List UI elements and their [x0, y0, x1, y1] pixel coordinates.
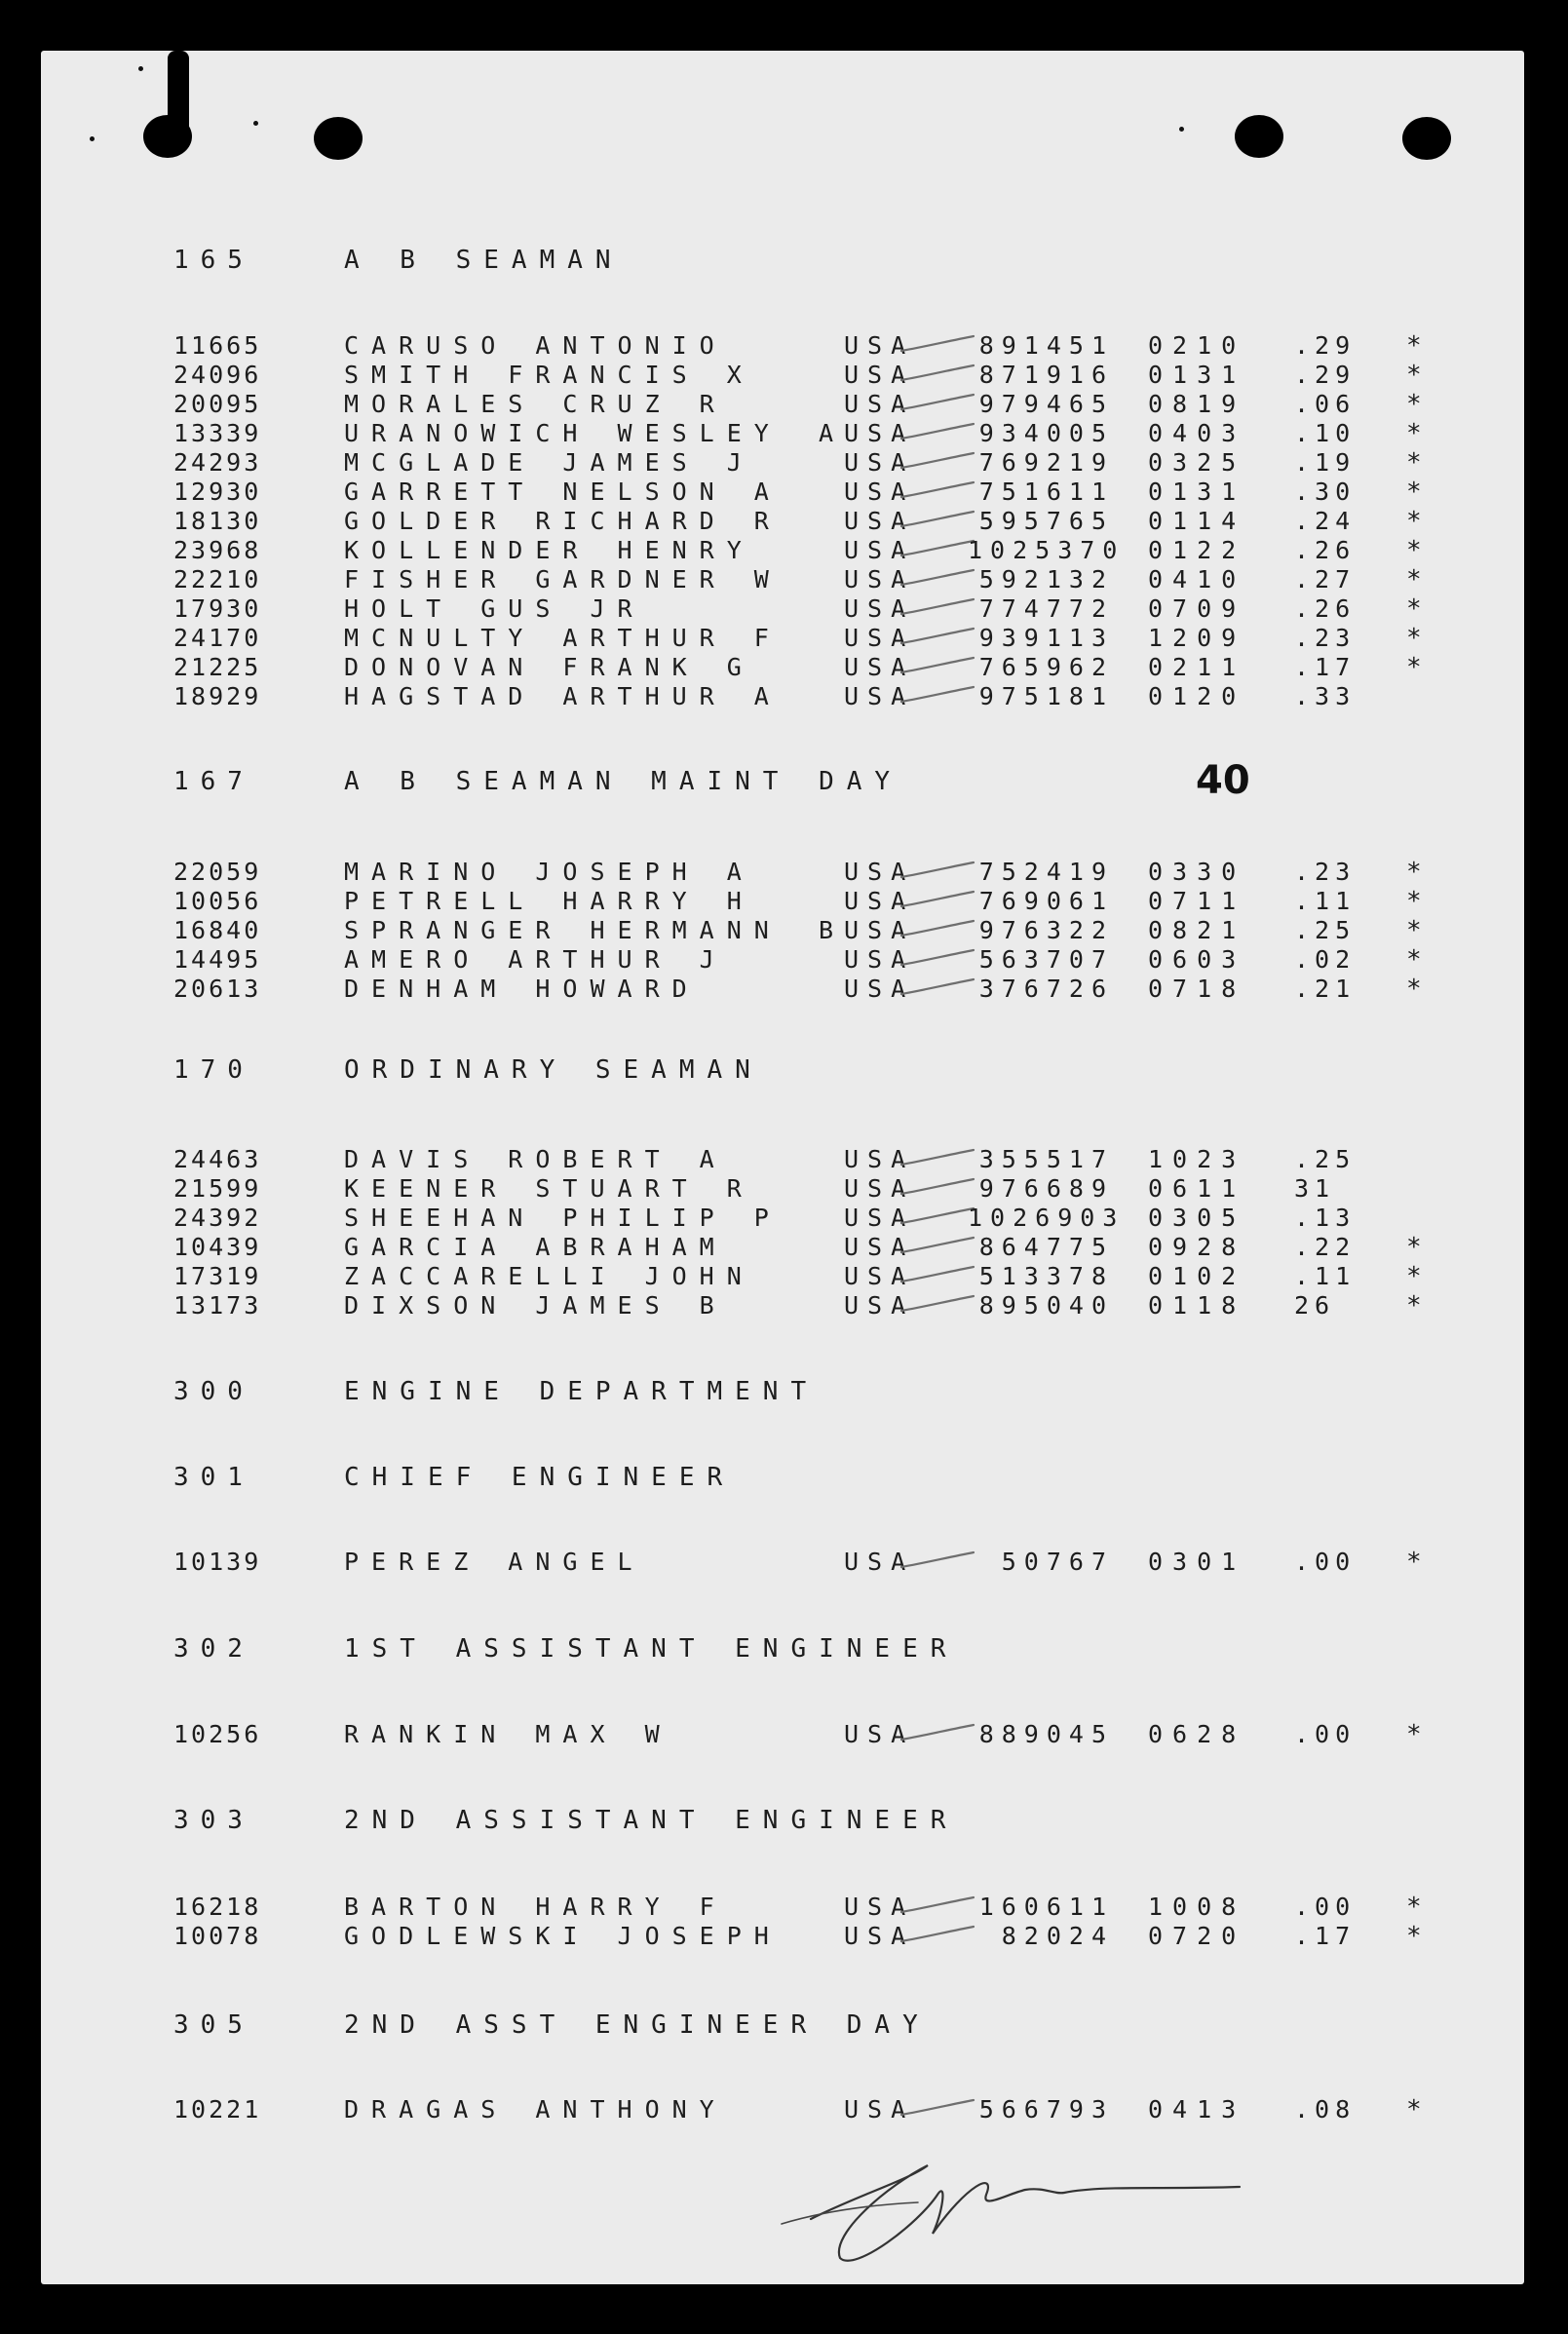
z-number: 895040	[978, 1291, 1114, 1320]
check-mark	[899, 860, 977, 883]
crew-row	[173, 975, 1470, 1004]
asterisk-mark: *	[1406, 2095, 1425, 2124]
crew-prefix: B	[818, 916, 836, 944]
rate-value: .27	[1294, 565, 1357, 593]
date-code: 0711	[1148, 887, 1246, 915]
date-code: 0603	[1148, 945, 1246, 974]
citizenship: USA	[844, 1204, 915, 1232]
section-title: A B SEAMAN	[344, 246, 624, 275]
crew-name: BARTON HARRY F	[344, 1893, 727, 1921]
citizenship: USA	[844, 1262, 915, 1290]
punch-hole	[1402, 117, 1451, 160]
citizenship: USA	[844, 1233, 915, 1261]
check-mark	[899, 1176, 977, 1200]
rate-value: .08	[1294, 2095, 1357, 2124]
date-code: 0928	[1148, 1233, 1246, 1261]
date-code: 0611	[1148, 1174, 1246, 1203]
date-code: 0131	[1148, 478, 1246, 506]
date-code: 0821	[1148, 916, 1246, 944]
crew-name: MCNULTY ARTHUR F	[344, 624, 782, 652]
check-mark	[899, 421, 977, 444]
crew-row	[173, 507, 1470, 536]
asterisk-mark: *	[1406, 1262, 1425, 1291]
asterisk-mark: *	[1406, 1893, 1425, 1922]
check-mark	[899, 1293, 977, 1317]
crew-row	[173, 390, 1470, 419]
check-mark	[899, 918, 977, 941]
crew-row	[173, 1922, 1470, 1951]
crew-name: KEENER STUART R	[344, 1174, 754, 1203]
date-code: 1209	[1148, 624, 1246, 652]
z-number: 513378	[978, 1262, 1114, 1290]
asterisk-mark: *	[1406, 1720, 1425, 1749]
citizenship: USA	[844, 565, 915, 593]
z-number: 889045	[978, 1720, 1114, 1748]
rate-value: .10	[1294, 419, 1357, 447]
asterisk-mark: *	[1406, 390, 1425, 419]
crew-name: PEREZ ANGEL	[344, 1548, 645, 1576]
asterisk-mark: *	[1406, 1922, 1425, 1951]
crew-id: 18929	[173, 682, 262, 710]
crew-row	[173, 1548, 1470, 1577]
speck	[253, 121, 258, 126]
z-number: 1025370	[968, 536, 1126, 564]
crew-name: URANOWICH WESLEY	[344, 419, 782, 447]
crew-id: 16840	[173, 916, 262, 944]
section-title: CHIEF ENGINEER	[344, 1463, 736, 1492]
crew-id: 22059	[173, 858, 262, 886]
date-code: 0709	[1148, 594, 1246, 623]
citizenship: USA	[844, 1174, 915, 1203]
citizenship: USA	[844, 331, 915, 360]
check-mark	[899, 479, 977, 503]
asterisk-mark: *	[1406, 887, 1425, 916]
rate-value: .13	[1294, 1204, 1357, 1232]
section-code: 303	[173, 1806, 254, 1835]
check-mark	[899, 976, 977, 1000]
crew-name: DENHAM HOWARD	[344, 975, 700, 1003]
z-number: 592132	[978, 565, 1114, 593]
section-code: 170	[173, 1055, 254, 1085]
crew-row	[173, 1720, 1470, 1749]
crew-row	[173, 448, 1470, 478]
z-number: 975181	[978, 682, 1114, 710]
check-mark	[899, 655, 977, 678]
rate-value: .17	[1294, 1922, 1357, 1950]
rate-value: .21	[1294, 975, 1357, 1003]
crew-name: GODLEWSKI JOSEPH	[344, 1922, 782, 1950]
citizenship: USA	[844, 361, 915, 389]
section-code: 165	[173, 246, 254, 275]
rate-value: .00	[1294, 1720, 1357, 1748]
asterisk-mark: *	[1406, 916, 1425, 945]
speck	[138, 66, 143, 71]
crew-name: FISHER GARDNER W	[344, 565, 782, 593]
rate-value: .11	[1294, 887, 1357, 915]
crew-id: 24096	[173, 361, 262, 389]
z-number: 566793	[978, 2095, 1114, 2124]
crew-id: 12930	[173, 478, 262, 506]
citizenship: USA	[844, 1893, 915, 1921]
date-code: 0413	[1148, 2095, 1246, 2124]
date-code: 0114	[1148, 507, 1246, 535]
crew-row	[173, 858, 1470, 887]
crew-id: 14495	[173, 945, 262, 974]
section-title: 1ST ASSISTANT ENGINEER	[344, 1634, 959, 1664]
citizenship: USA	[844, 945, 915, 974]
check-mark	[899, 392, 977, 415]
z-number: 160611	[978, 1893, 1114, 1921]
crew-id: 24392	[173, 1204, 262, 1232]
date-code: 0403	[1148, 419, 1246, 447]
crew-id: 10056	[173, 887, 262, 915]
citizenship: USA	[844, 594, 915, 623]
asterisk-mark: *	[1406, 653, 1425, 682]
crew-id: 21225	[173, 653, 262, 681]
check-mark	[899, 567, 977, 591]
check-mark	[899, 1722, 977, 1745]
rate-value: .24	[1294, 507, 1357, 535]
crew-name: DONOVAN FRANK G	[344, 653, 754, 681]
z-number: 774772	[978, 594, 1114, 623]
citizenship: USA	[844, 1922, 915, 1950]
citizenship: USA	[844, 390, 915, 418]
crew-id: 17319	[173, 1262, 262, 1290]
z-number: 376726	[978, 975, 1114, 1003]
citizenship: USA	[844, 624, 915, 652]
crew-name: HAGSTAD ARTHUR A	[344, 682, 782, 710]
punch-hole	[314, 117, 363, 160]
crew-name: KOLLENDER HENRY	[344, 536, 754, 564]
crew-row	[173, 2095, 1470, 2124]
section-title: A B SEAMAN MAINT DAY	[344, 767, 903, 796]
rate-value: .17	[1294, 653, 1357, 681]
check-mark	[899, 538, 977, 561]
crew-id: 17930	[173, 594, 262, 623]
z-number: 765962	[978, 653, 1114, 681]
z-number: 769219	[978, 448, 1114, 477]
asterisk-mark: *	[1406, 331, 1425, 361]
date-code: 0628	[1148, 1720, 1246, 1748]
rate-value: .26	[1294, 536, 1357, 564]
crew-id: 24293	[173, 448, 262, 477]
z-number: 82024	[1001, 1922, 1114, 1950]
check-mark	[899, 333, 977, 357]
section-title: ENGINE DEPARTMENT	[344, 1377, 820, 1406]
crew-prefix: A	[818, 419, 836, 447]
crew-id: 20095	[173, 390, 262, 418]
asterisk-mark: *	[1406, 624, 1425, 653]
z-number: 871916	[978, 361, 1114, 389]
rate-value: .29	[1294, 331, 1357, 360]
crew-row	[173, 1233, 1470, 1262]
crew-row	[173, 419, 1470, 448]
z-number: 355517	[978, 1145, 1114, 1173]
asterisk-mark: *	[1406, 507, 1425, 536]
section-code: 301	[173, 1463, 254, 1492]
crew-id: 22210	[173, 565, 262, 593]
crew-name: SPRANGER HERMANN	[344, 916, 782, 944]
rate-value: .02	[1294, 945, 1357, 974]
signature	[772, 2126, 1279, 2282]
z-number: 891451	[978, 331, 1114, 360]
asterisk-mark: *	[1406, 1233, 1425, 1262]
citizenship: USA	[844, 975, 915, 1003]
crew-name: MCGLADE JAMES J	[344, 448, 754, 477]
rate-value: .22	[1294, 1233, 1357, 1261]
crew-id: 24463	[173, 1145, 262, 1173]
asterisk-mark: *	[1406, 945, 1425, 975]
asterisk-mark: *	[1406, 1548, 1425, 1577]
crew-row	[173, 945, 1470, 975]
crew-id: 10139	[173, 1548, 262, 1576]
crew-id: 18130	[173, 507, 262, 535]
rate-value: .23	[1294, 858, 1357, 886]
crew-id: 11665	[173, 331, 262, 360]
crew-row	[173, 682, 1470, 711]
z-number: 976689	[978, 1174, 1114, 1203]
crew-name: DAVIS ROBERT A	[344, 1145, 727, 1173]
z-number: 939113	[978, 624, 1114, 652]
date-code: 0819	[1148, 390, 1246, 418]
check-mark	[899, 684, 977, 708]
rate-value: .33	[1294, 682, 1357, 710]
citizenship: USA	[844, 1720, 915, 1748]
crew-name: SMITH FRANCIS X	[344, 361, 754, 389]
crew-row	[173, 331, 1470, 361]
crew-row	[173, 478, 1470, 507]
check-mark	[899, 1894, 977, 1918]
citizenship: USA	[844, 653, 915, 681]
rate-value: .25	[1294, 1145, 1357, 1173]
date-code: 0330	[1148, 858, 1246, 886]
asterisk-mark: *	[1406, 858, 1425, 887]
crew-id: 10256	[173, 1720, 262, 1748]
crew-row	[173, 624, 1470, 653]
crew-row	[173, 1174, 1470, 1204]
citizenship: USA	[844, 858, 915, 886]
asterisk-mark: *	[1406, 594, 1425, 624]
date-code: 0720	[1148, 1922, 1246, 1950]
crew-name: GARRETT NELSON A	[344, 478, 782, 506]
rate-value: .00	[1294, 1548, 1357, 1576]
z-number: 563707	[978, 945, 1114, 974]
check-mark	[899, 450, 977, 474]
z-number: 769061	[978, 887, 1114, 915]
asterisk-mark: *	[1406, 1291, 1425, 1320]
z-number: 595765	[978, 507, 1114, 535]
crew-row	[173, 361, 1470, 390]
crew-name: GARCIA ABRAHAM	[344, 1233, 727, 1261]
citizenship: USA	[844, 507, 915, 535]
date-code: 0131	[1148, 361, 1246, 389]
citizenship: USA	[844, 2095, 915, 2124]
check-mark	[899, 626, 977, 649]
section-code: 167	[173, 767, 254, 796]
asterisk-mark: *	[1406, 565, 1425, 594]
date-code: 1008	[1148, 1893, 1246, 1921]
z-number: 50767	[1001, 1548, 1114, 1576]
date-code: 0305	[1148, 1204, 1246, 1232]
crew-id: 13173	[173, 1291, 262, 1320]
rate-value: .25	[1294, 916, 1357, 944]
crew-id: 20613	[173, 975, 262, 1003]
asterisk-mark: *	[1406, 536, 1425, 565]
date-code: 0118	[1148, 1291, 1246, 1320]
check-mark	[899, 1550, 977, 1573]
date-code: 0301	[1148, 1548, 1246, 1576]
date-code: 0210	[1148, 331, 1246, 360]
section-code: 300	[173, 1377, 254, 1406]
date-code: 1023	[1148, 1145, 1246, 1173]
torn-mark	[168, 51, 189, 138]
crew-row	[173, 536, 1470, 565]
z-number: 934005	[978, 419, 1114, 447]
crew-name: AMERO ARTHUR J	[344, 945, 727, 974]
document-page	[41, 51, 1524, 2284]
citizenship: USA	[844, 887, 915, 915]
date-code: 0122	[1148, 536, 1246, 564]
crew-row	[173, 594, 1470, 624]
crew-name: ZACCARELLI JOHN	[344, 1262, 754, 1290]
check-mark	[899, 363, 977, 386]
page-number: 40	[1196, 758, 1250, 803]
speck	[1179, 127, 1184, 132]
section-title: ORDINARY SEAMAN	[344, 1055, 763, 1085]
check-mark	[899, 889, 977, 912]
check-mark	[899, 509, 977, 532]
rate-value: .23	[1294, 624, 1357, 652]
rate-value: 26	[1294, 1291, 1336, 1320]
z-number: 752419	[978, 858, 1114, 886]
crew-name: GOLDER RICHARD R	[344, 507, 782, 535]
crew-row	[173, 565, 1470, 594]
section-title: 2ND ASSISTANT ENGINEER	[344, 1806, 959, 1835]
crew-name: MORALES CRUZ R	[344, 390, 727, 418]
crew-row	[173, 1262, 1470, 1291]
rate-value: .11	[1294, 1262, 1357, 1290]
date-code: 0120	[1148, 682, 1246, 710]
asterisk-mark: *	[1406, 448, 1425, 478]
check-mark	[899, 1264, 977, 1287]
z-number: 1026903	[968, 1204, 1126, 1232]
crew-name: DRAGAS ANTHONY	[344, 2095, 727, 2124]
date-code: 0410	[1148, 565, 1246, 593]
section-code: 305	[173, 2010, 254, 2040]
date-code: 0718	[1148, 975, 1246, 1003]
crew-id: 24170	[173, 624, 262, 652]
citizenship: USA	[844, 419, 915, 447]
check-mark	[899, 596, 977, 620]
crew-id: 10221	[173, 2095, 262, 2124]
crew-id: 10078	[173, 1922, 262, 1950]
rate-value: 31	[1294, 1174, 1336, 1203]
crew-name: CARUSO ANTONIO	[344, 331, 727, 360]
asterisk-mark: *	[1406, 361, 1425, 390]
check-mark	[899, 947, 977, 971]
citizenship: USA	[844, 682, 915, 710]
z-number: 976322	[978, 916, 1114, 944]
z-number: 864775	[978, 1233, 1114, 1261]
crew-row	[173, 653, 1470, 682]
z-number: 979465	[978, 390, 1114, 418]
citizenship: USA	[844, 448, 915, 477]
citizenship: USA	[844, 1548, 915, 1576]
citizenship: USA	[844, 536, 915, 564]
rate-value: .06	[1294, 390, 1357, 418]
rate-value: .00	[1294, 1893, 1357, 1921]
date-code: 0102	[1148, 1262, 1246, 1290]
speck	[90, 136, 95, 141]
crew-id: 13339	[173, 419, 262, 447]
crew-name: MARINO JOSEPH A	[344, 858, 754, 886]
crew-name: PETRELL HARRY H	[344, 887, 754, 915]
citizenship: USA	[844, 478, 915, 506]
asterisk-mark: *	[1406, 478, 1425, 507]
crew-name: HOLT GUS JR	[344, 594, 645, 623]
rate-value: .29	[1294, 361, 1357, 389]
section-code: 302	[173, 1634, 254, 1664]
crew-row	[173, 1204, 1470, 1233]
citizenship: USA	[844, 1291, 915, 1320]
asterisk-mark: *	[1406, 975, 1425, 1004]
crew-name: DIXSON JAMES B	[344, 1291, 727, 1320]
date-code: 0211	[1148, 653, 1246, 681]
crew-id: 21599	[173, 1174, 262, 1203]
crew-row	[173, 887, 1470, 916]
date-code: 0325	[1148, 448, 1246, 477]
rate-value: .26	[1294, 594, 1357, 623]
crew-row	[173, 1145, 1470, 1174]
check-mark	[899, 1147, 977, 1170]
crew-row	[173, 1893, 1470, 1922]
check-mark	[899, 1235, 977, 1258]
asterisk-mark: *	[1406, 419, 1425, 448]
section-title: 2ND ASST ENGINEER DAY	[344, 2010, 931, 2040]
rate-value: .19	[1294, 448, 1357, 477]
crew-id: 23968	[173, 536, 262, 564]
citizenship: USA	[844, 916, 915, 944]
crew-name: SHEEHAN PHILIP P	[344, 1204, 782, 1232]
z-number: 751611	[978, 478, 1114, 506]
crew-id: 16218	[173, 1893, 262, 1921]
check-mark	[899, 1924, 977, 1947]
crew-id: 10439	[173, 1233, 262, 1261]
check-mark	[899, 2097, 977, 2121]
crew-row	[173, 1291, 1470, 1320]
crew-name: RANKIN MAX W	[344, 1720, 672, 1748]
citizenship: USA	[844, 1145, 915, 1173]
punch-hole	[1235, 115, 1283, 158]
rate-value: .30	[1294, 478, 1357, 506]
crew-row	[173, 916, 1470, 945]
check-mark	[899, 1205, 977, 1229]
